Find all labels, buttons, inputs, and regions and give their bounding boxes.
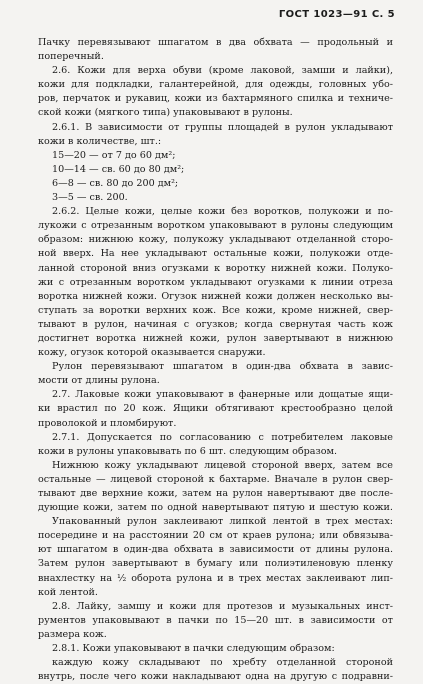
- text-line: 15—20 — от 7 до 60 дм²;: [52, 149, 176, 161]
- text-line: достигнет воротка нижней кожи, рулон завертывают в нижнюю: [38, 332, 393, 344]
- text-line: кой лентой.: [38, 586, 98, 598]
- page-header: ГОСТ 1023—91 С. 5: [278, 9, 395, 20]
- text-line: Нижнюю кожу укладывают лицевой стороной вверх, затем все: [52, 459, 393, 471]
- text-line: проволокой и пломбируют.: [38, 417, 177, 429]
- text-line: остальные — лицевой стороной к бахтарме. Вначале в рулон свер-: [38, 473, 393, 485]
- text-line: кожи для подкладки, галантерейной, для одежды, головных убо-: [38, 79, 393, 91]
- text-line: жи с отрезанным воротком укладывают огузками к линии отреза: [38, 276, 393, 288]
- text-line: Затем рулон завертывают в бумагу или полиэтиленовую пленку: [38, 558, 393, 570]
- text-line: ют шпагатом в один-два обхвата в зависимости от длины рулона.: [38, 544, 393, 556]
- text-line: каждую кожу складывают по хребту отделанной стороной: [52, 657, 393, 669]
- text-line: поперечный.: [38, 51, 104, 63]
- text-line: воротка нижней кожи. Огузок нижней кожи должен несколько вы-: [38, 290, 393, 302]
- document-body: [38, 36, 393, 684]
- text-line: 6—8 — св. 80 до 200 дм²;: [52, 177, 179, 189]
- text-line: 2.8.1. Кожи упаковывают в пачки следующим образом:: [52, 643, 335, 655]
- text-line: внахлестку на ½ оборота рулона и в трех местах заклеивают лип-: [38, 572, 393, 584]
- text-line: дующие кожи, затем по одной навертывают пятую и шестую кожи.: [38, 502, 393, 514]
- text-line: лукожи с отрезанным воротком упаковывают в рулоны следующим: [38, 220, 393, 232]
- text-line: внутрь, после чего кожи накладывают одна на другую с подравни-: [38, 671, 393, 683]
- text-line: тывают две верхние кожи, затем на рулон навертывают две после-: [38, 488, 393, 499]
- text-line: ров, перчаток и рукавиц, кожи из бахтармяного спилка и техниче-: [38, 93, 393, 105]
- text-line: мости от длины рулона.: [38, 375, 160, 387]
- text-line: 2.6. Кожи для верха обуви (кроме лаковой, замши и лайки),: [52, 65, 393, 77]
- text-line: ланной стороной вниз огузками к воротку нижней кожи. Полуко-: [38, 262, 393, 274]
- text-line: 10—14 — св. 60 до 80 дм²;: [52, 163, 185, 175]
- text-line: кожи в рулоны упаковывать по 6 шт. следующим образом.: [38, 445, 338, 457]
- text-line: Упакованный рулон заклеивают липкой лентой в трех местах:: [52, 516, 393, 528]
- text-line: размера кож.: [38, 628, 107, 640]
- text-line: Рулон перевязывают шпагатом в один-два обхвата в завис-: [52, 361, 393, 373]
- text-line: 2.8. Лайку, замшу и кожи для протезов и музыкальных инст-: [52, 600, 393, 612]
- text-line: рументов упаковывают в пачки по 15—20 шт. в зависимости от: [38, 614, 393, 626]
- text-line: 2.6.1. В зависимости от группы площадей в рулон укладывают: [52, 121, 393, 133]
- text-line: тывают в рулон, начиная с огузков; когда свернутая часть кож: [38, 318, 393, 330]
- text-line: 3—5 — св. 200.: [52, 192, 128, 204]
- text-line: ки врастил по 20 кож. Ящики обтягивают крестообразно целой: [38, 403, 393, 415]
- text-line: образом: нижнюю кожу, полукожу укладывают отделанной сторо-: [38, 234, 393, 246]
- text-line: Пачку перевязывают шпагатом в два обхвата — продольный и: [38, 37, 393, 48]
- text-line: кожи в количестве, шт.:: [38, 135, 162, 147]
- text-line: ступать за воротки верхних кож. Все кожи, кроме нижней, свер-: [38, 304, 393, 316]
- text-line: 2.7.1. Допускается по согласованию с потребителем лаковые: [52, 431, 393, 443]
- text-line: посередине и на расстоянии 20 см от краев рулона; или обвязыва-: [38, 530, 393, 542]
- text-line: ской кожи (мягкого типа) упаковывают в рулоны.: [38, 107, 293, 119]
- text-line: ной вверх. На нее укладывают остальные кожи, полукожи отде-: [38, 248, 393, 260]
- text-line: кожу, огузок которой оказывается снаружи.: [38, 347, 266, 359]
- text-line: 2.7. Лаковые кожи упаковывают в фанерные или дощатые ящи-: [52, 389, 393, 401]
- text-line: 2.6.2. Целые кожи, целые кожи без воротков, полукожи и по-: [52, 206, 393, 218]
